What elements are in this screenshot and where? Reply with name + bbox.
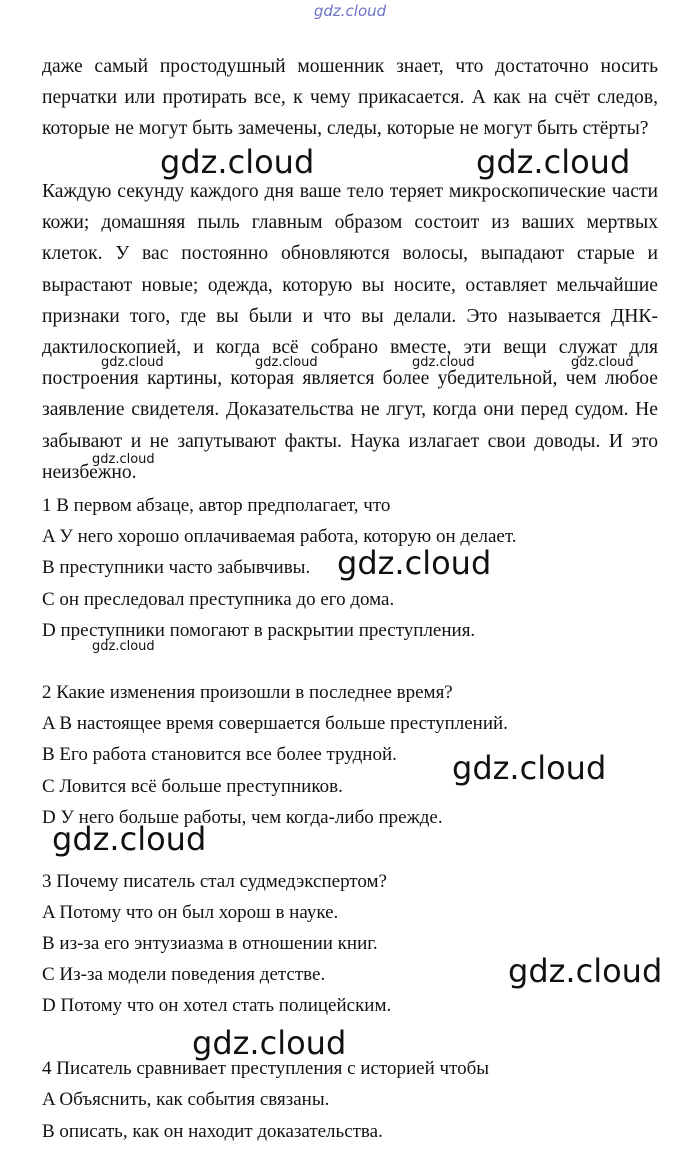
question-4-option-a: A Объяснить, как события связаны.	[42, 1089, 330, 1110]
watermark: gdz.cloud	[101, 355, 164, 370]
passage-paragraph-1: даже самый простодушный мошенник знает, что достаточно носить перчатки или протирать все, к чему прикасается. А как на счёт следов, которые не могут быть замечены, следы, которые не могут быть стёрты?	[42, 56, 658, 140]
watermark: gdz.cloud	[452, 749, 607, 787]
question-4-prompt: 4 Писатель сравнивает преступления с историей чтобы	[42, 1058, 490, 1079]
question-1-prompt: 1 В первом абзаце, автор предполагает, что	[42, 495, 391, 516]
question-3-option-c: C Из-за модели поведения детстве.	[42, 964, 326, 985]
question-2-option-a: A В настоящее время совершается больше преступлений.	[42, 713, 508, 734]
question-3-option-a: A Потому что он был хорош в науке.	[42, 902, 339, 923]
watermark: gdz.cloud	[92, 639, 155, 654]
question-2-option-b: B Его работа становится все более трудной.	[42, 744, 397, 765]
watermark: gdz.cloud	[337, 544, 492, 582]
question-2-option-c: C Ловится всё больше преступников.	[42, 776, 343, 797]
watermark: gdz.cloud	[508, 952, 663, 990]
watermark: gdz.cloud	[52, 820, 207, 858]
header-watermark: gdz.cloud	[313, 2, 387, 20]
question-2-option-d: D У него больше работы, чем когда-либо прежде.	[42, 807, 443, 828]
watermark: gdz.cloud	[160, 143, 315, 181]
watermark: gdz.cloud	[255, 355, 318, 370]
question-2-prompt: 2 Какие изменения произошли в последнее время?	[42, 682, 453, 703]
watermark: gdz.cloud	[476, 143, 631, 181]
question-3-prompt: 3 Почему писатель стал судмедэкспертом?	[42, 871, 387, 892]
watermark: gdz.cloud	[92, 452, 155, 467]
question-3-option-b: B из-за его энтузиазма в отношении книг.	[42, 933, 378, 954]
watermark: gdz.cloud	[412, 355, 475, 370]
watermark: gdz.cloud	[571, 355, 634, 370]
passage-paragraph-2: Каждую секунду каждого дня ваше тело теряет микроскопические части кожи; домашняя пыль главным образом состоит из ваших мертвых клеток. У вас постоянно обновляются волосы, выпадают старые и вырастают новые; одежда, которую вы носите, оставляет мельчайшие признаки того, где вы были и что вы делали. Это называется ДНК-дактилоскопией, и когда всё собрано вместе, эти вещи служат для построения картины, которая является более убедительной, чем любое заявление свидетеля. Доказательства не лгут, когда они перед судом. Не забывают и не запутывают факты. Наука излагает свои доводы. И это неизбежно.	[42, 181, 658, 483]
question-3-option-d: D Потому что он хотел стать полицейским.	[42, 995, 392, 1016]
question-1-option-d: D преступники помогают в раскрытии преступления.	[42, 620, 476, 641]
question-1-option-a: A У него хорошо оплачиваемая работа, которую он делает.	[42, 526, 517, 547]
question-4-option-b: B описать, как он находит доказательства.	[42, 1121, 383, 1142]
question-1-option-b: B преступники часто забывчивы.	[42, 557, 311, 578]
question-1-option-c: C он преследовал преступника до его дома.	[42, 589, 395, 610]
watermark: gdz.cloud	[192, 1024, 347, 1062]
